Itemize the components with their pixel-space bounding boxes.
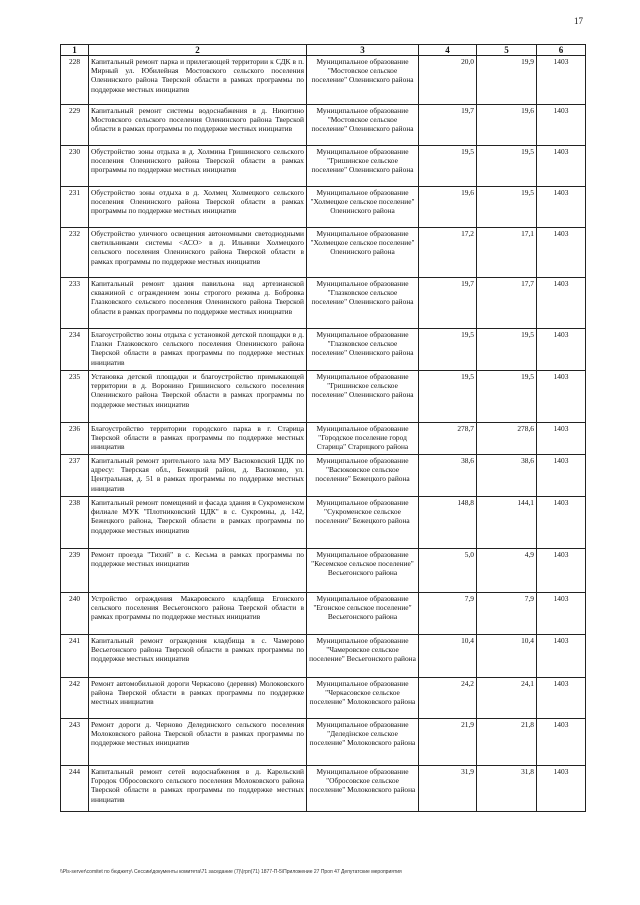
row-amount-executed: 7,9 bbox=[477, 593, 537, 635]
table-row bbox=[61, 105, 586, 146]
column-header: 4 bbox=[419, 45, 477, 56]
row-code: 1403 bbox=[537, 278, 586, 329]
row-recipient: Муниципальное образование "Черкасовское сельское поселение" Молоковского района bbox=[307, 678, 419, 719]
table-row bbox=[61, 719, 586, 766]
row-description: Капитальный ремонт ограждения кладбища в с. Чамерово Весьегонского района Тверской области в рамках программы по поддержке местных инициатив bbox=[89, 635, 307, 678]
row-amount-planned: 19,5 bbox=[419, 146, 477, 187]
row-code: 1403 bbox=[537, 719, 586, 766]
table-row bbox=[61, 146, 586, 187]
row-amount-executed: 19,9 bbox=[477, 56, 537, 105]
row-amount-planned: 24,2 bbox=[419, 678, 477, 719]
table-row bbox=[61, 635, 586, 678]
row-amount-executed: 10,4 bbox=[477, 635, 537, 678]
row-recipient: Муниципальное образование "Глазковское сельское поселение" Оленинского района bbox=[307, 278, 419, 329]
row-code: 1403 bbox=[537, 766, 586, 812]
row-amount-planned: 17,2 bbox=[419, 228, 477, 278]
row-number: 229 bbox=[61, 105, 89, 146]
row-description: Благоустройство зоны отдыха с установкой детской площадки в д. Глазки Глазковского сельского поселения Оленинского района Тверской области в рамках программы по поддержке местных инициатив bbox=[89, 329, 307, 371]
column-header: 2 bbox=[89, 45, 307, 56]
row-amount-planned: 19,7 bbox=[419, 105, 477, 146]
row-amount-executed: 19,5 bbox=[477, 187, 537, 228]
row-code: 1403 bbox=[537, 455, 586, 497]
table-row bbox=[61, 497, 586, 549]
row-description: Обустройство зоны отдыха в д. Холмец Холмецкого сельского поселения Оленинского района Тверской области в рамках программы по поддержке местных инициатив bbox=[89, 187, 307, 228]
row-amount-executed: 21,8 bbox=[477, 719, 537, 766]
table-body bbox=[61, 56, 586, 812]
row-recipient: Муниципальное образование "Гришинское сельское поселение" Оленинского района bbox=[307, 371, 419, 423]
row-description: Обустройство уличного освещения автономными светодиодными светильниками системы <АСО> в д. Ильинки Холмецкого сельского поселения Оленинского района Тверской области в рамках программы по поддержке местных инициатив bbox=[89, 228, 307, 278]
row-amount-planned: 31,9 bbox=[419, 766, 477, 812]
row-description: Капитальный ремонт зрительного зала МУ Васюковский ЦДК по адресу: Тверская обл., Бежецкий район, д. Васюково, ул. Центральная, д. 51 в рамках программы по поддержке местных инициатив bbox=[89, 455, 307, 497]
table-row bbox=[61, 549, 586, 593]
row-amount-executed: 17,7 bbox=[477, 278, 537, 329]
row-description: Капитальный ремонт помещений и фасада здания в Сукроменском филиале МУК "Плотниковский ЦДК" в с. Сукромны, д. 142, Бежецкого района, Тверской области в рамках программы по поддержке местных инициатив bbox=[89, 497, 307, 549]
row-amount-planned: 5,0 bbox=[419, 549, 477, 593]
row-recipient: Муниципальное образование "Егонское сельское поселение" Весьегонского района bbox=[307, 593, 419, 635]
column-header: 6 bbox=[537, 45, 586, 56]
row-amount-executed: 31,8 bbox=[477, 766, 537, 812]
row-number: 232 bbox=[61, 228, 89, 278]
row-number: 234 bbox=[61, 329, 89, 371]
table-row bbox=[61, 56, 586, 105]
row-recipient: Муниципальное образование "Городское поселение город Старица" Старицкого района bbox=[307, 423, 419, 455]
row-code: 1403 bbox=[537, 635, 586, 678]
row-amount-planned: 20,0 bbox=[419, 56, 477, 105]
row-number: 238 bbox=[61, 497, 89, 549]
row-number: 233 bbox=[61, 278, 89, 329]
row-amount-planned: 19,5 bbox=[419, 329, 477, 371]
row-description: Ремонт автомобильной дороги Черкасово (деревня) Молоковского района Тверской области в рамках программы по поддержке местных инициатив bbox=[89, 678, 307, 719]
row-recipient: Муниципальное образование "Сукроменское сельское поселение" Бежецкого района bbox=[307, 497, 419, 549]
file-path-footer: \\Pls-server\comitet по бюджету\ Сессии\документы комитета\71 заседание (7)\(грп(71) 1877-П-5\Приложение 27 Проп 47 Депутатские мероприятия bbox=[60, 869, 402, 875]
row-amount-executed: 17,1 bbox=[477, 228, 537, 278]
row-code: 1403 bbox=[537, 678, 586, 719]
table-row bbox=[61, 593, 586, 635]
column-header: 5 bbox=[477, 45, 537, 56]
table-row bbox=[61, 228, 586, 278]
row-amount-planned: 19,6 bbox=[419, 187, 477, 228]
row-number: 237 bbox=[61, 455, 89, 497]
row-code: 1403 bbox=[537, 146, 586, 187]
row-description: Ремонт дороги д. Черново Делединского сельского поселения Молоковского района Тверской области в рамках программы по поддержке местных инициатив bbox=[89, 719, 307, 766]
row-number: 243 bbox=[61, 719, 89, 766]
row-amount-planned: 19,7 bbox=[419, 278, 477, 329]
table-row bbox=[61, 423, 586, 455]
row-number: 242 bbox=[61, 678, 89, 719]
row-amount-executed: 278,6 bbox=[477, 423, 537, 455]
row-amount-planned: 278,7 bbox=[419, 423, 477, 455]
row-amount-executed: 19,5 bbox=[477, 371, 537, 423]
row-code: 1403 bbox=[537, 228, 586, 278]
row-description: Обустройство зоны отдыха в д. Холмина Гришинского сельского поселения Оленинского района Тверской области в рамках программы по поддержке местных инициатив bbox=[89, 146, 307, 187]
column-header: 3 bbox=[307, 45, 419, 56]
row-recipient: Муниципальное образование "Кесемское сельское поселение" Весьегонского района bbox=[307, 549, 419, 593]
row-amount-planned: 10,4 bbox=[419, 635, 477, 678]
row-amount-planned: 38,6 bbox=[419, 455, 477, 497]
row-number: 235 bbox=[61, 371, 89, 423]
row-recipient: Муниципальное образование "Мостовское сельское поселение" Оленинского района bbox=[307, 56, 419, 105]
row-recipient: Муниципальное образование "Чамеровское сельское поселение" Весьегонского района bbox=[307, 635, 419, 678]
row-amount-executed: 19,5 bbox=[477, 329, 537, 371]
row-description: Капитальный ремонт здания павильона над артезианской скважиной с ограждением зоны строгого режима д. Бобровка Глазковского сельского поселения Оленинского района Тверской области в рамках программы по поддержке местных инициатив bbox=[89, 278, 307, 329]
row-number: 231 bbox=[61, 187, 89, 228]
table-header-row bbox=[61, 45, 586, 56]
budget-table bbox=[60, 44, 586, 812]
row-code: 1403 bbox=[537, 593, 586, 635]
row-description: Капитальный ремонт системы водоснабжения в д. Никитино Мостовского сельского поселения Оленинского района Тверской области в рамках программы по поддержке местных инициатив bbox=[89, 105, 307, 146]
row-amount-executed: 38,6 bbox=[477, 455, 537, 497]
row-code: 1403 bbox=[537, 371, 586, 423]
table-row bbox=[61, 329, 586, 371]
row-number: 241 bbox=[61, 635, 89, 678]
table-row bbox=[61, 278, 586, 329]
row-code: 1403 bbox=[537, 329, 586, 371]
row-number: 230 bbox=[61, 146, 89, 187]
row-amount-executed: 144,1 bbox=[477, 497, 537, 549]
row-amount-executed: 19,6 bbox=[477, 105, 537, 146]
row-description: Капитальный ремонт парка и прилегающей территории к СДК в п. Мирный ул. Юбилейная Мостовского сельского поселения Оленинского района Тверской области в рамках программы по поддержке местных инициатив bbox=[89, 56, 307, 105]
row-description: Ремонт проезда "Тихий" в с. Кесьма в рамках программы по поддержке местных инициатив bbox=[89, 549, 307, 593]
row-number: 244 bbox=[61, 766, 89, 812]
row-description: Устройство ограждения Макаровского кладбища Егонского сельского поселения Весьегонского района Тверской области в рамках программы по поддержке местных инициатив bbox=[89, 593, 307, 635]
row-number: 228 bbox=[61, 56, 89, 105]
table-row bbox=[61, 766, 586, 812]
row-number: 240 bbox=[61, 593, 89, 635]
row-code: 1403 bbox=[537, 423, 586, 455]
row-amount-planned: 21,9 bbox=[419, 719, 477, 766]
table-row bbox=[61, 455, 586, 497]
row-amount-executed: 19,5 bbox=[477, 146, 537, 187]
row-recipient: Муниципальное образование "Гришинское сельское поселение" Оленинского района bbox=[307, 146, 419, 187]
row-recipient: Муниципальное образование "Мостовское сельское поселение" Оленинского района bbox=[307, 105, 419, 146]
row-description: Установка детской площадки и благоустройство примыкающей территории в д. Воронино Гришинского сельского поселения Оленинского района Тверской области в рамках программы по поддержке местных инициатив bbox=[89, 371, 307, 423]
row-recipient: Муниципальное образование "Деледінское сельское поселение" Молоковского района bbox=[307, 719, 419, 766]
row-code: 1403 bbox=[537, 56, 586, 105]
row-recipient: Муниципальное образование "Васюковское сельское поселение" Бежецкого района bbox=[307, 455, 419, 497]
row-recipient: Муниципальное образование "Глазковское сельское поселение" Оленинского района bbox=[307, 329, 419, 371]
row-description: Благоустройство территории городского парка в г. Старица Тверской области в рамках программы по поддержке местных инициатив bbox=[89, 423, 307, 455]
row-code: 1403 bbox=[537, 497, 586, 549]
table-row bbox=[61, 371, 586, 423]
table-row bbox=[61, 187, 586, 228]
column-header: 1 bbox=[61, 45, 89, 56]
page-number: 17 bbox=[574, 16, 583, 26]
row-amount-executed: 24,1 bbox=[477, 678, 537, 719]
row-recipient: Муниципальное образование "Обросовское сельское поселение" Молоковского района bbox=[307, 766, 419, 812]
row-number: 239 bbox=[61, 549, 89, 593]
row-number: 236 bbox=[61, 423, 89, 455]
row-recipient: Муниципальное образование "Холмецкое сельское поселение" Оленинского района bbox=[307, 187, 419, 228]
row-recipient: Муниципальное образование "Холмецкое сельское поселение" Оленинского района bbox=[307, 228, 419, 278]
row-amount-planned: 7,9 bbox=[419, 593, 477, 635]
row-amount-executed: 4,9 bbox=[477, 549, 537, 593]
row-code: 1403 bbox=[537, 105, 586, 146]
row-code: 1403 bbox=[537, 549, 586, 593]
row-code: 1403 bbox=[537, 187, 586, 228]
row-description: Капитальный ремонт сетей водоснабжения в д. Карельский Городок Обросовского сельского поселения Молоковского района Тверской области в рамках программы по поддержке местных инициатив bbox=[89, 766, 307, 812]
row-amount-planned: 148,8 bbox=[419, 497, 477, 549]
row-amount-planned: 19,5 bbox=[419, 371, 477, 423]
table-row bbox=[61, 678, 586, 719]
